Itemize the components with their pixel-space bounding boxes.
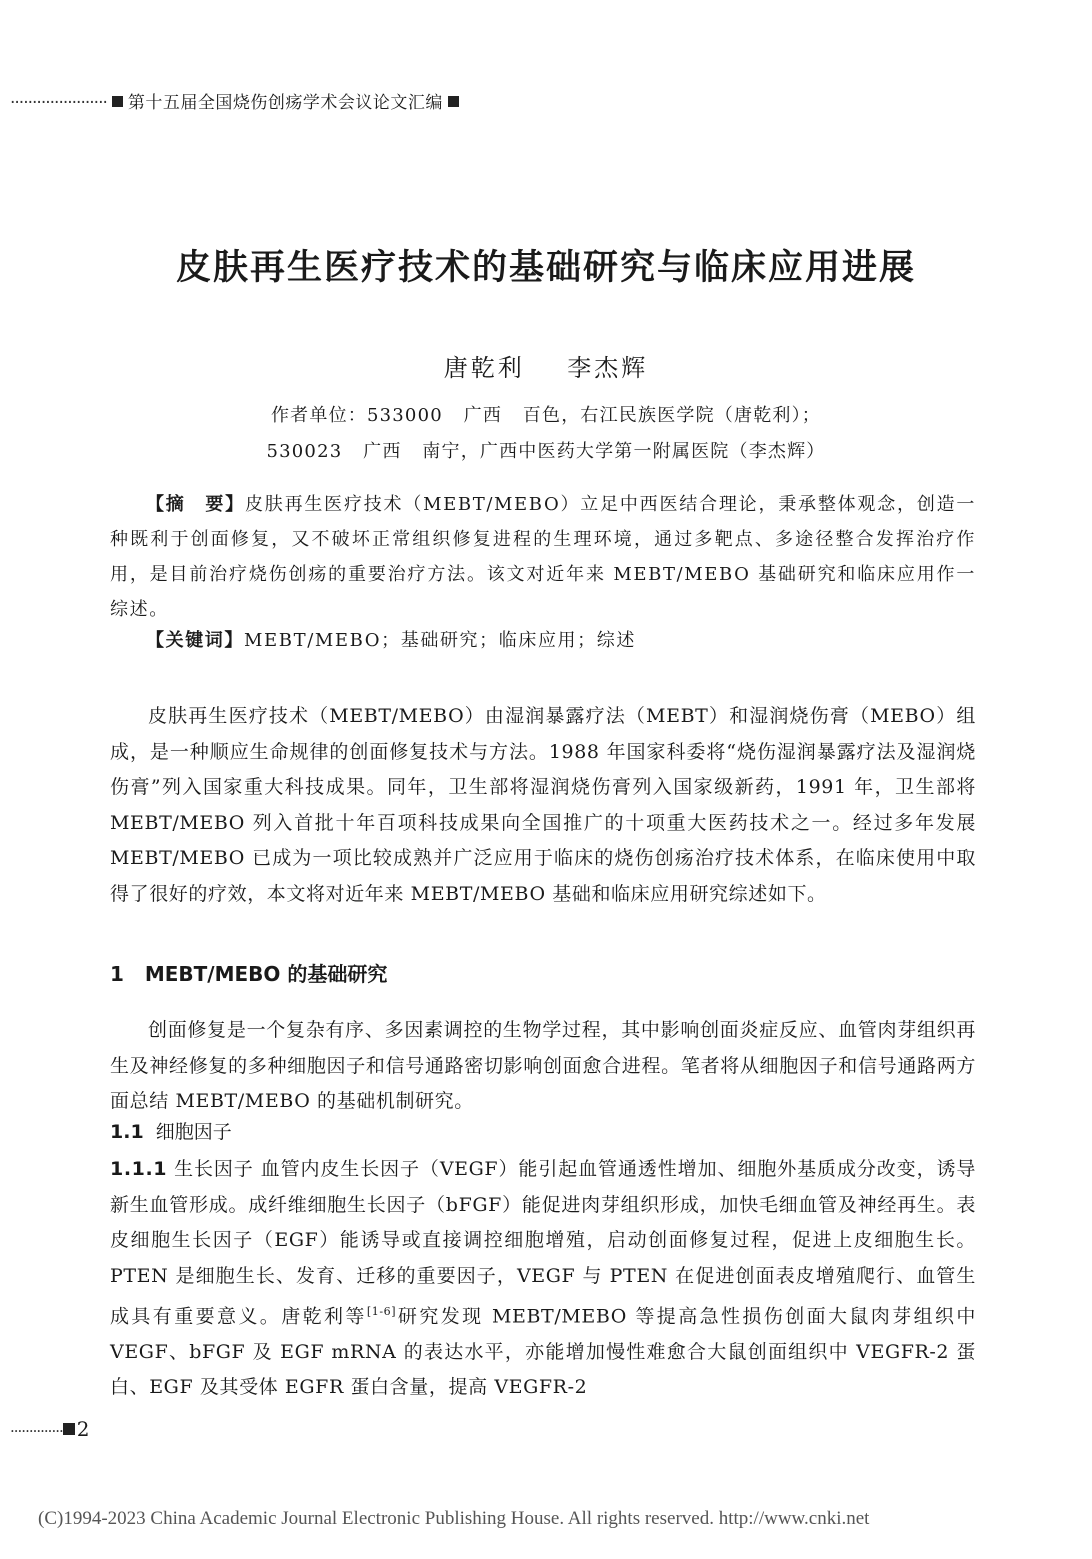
black-square-icon [63, 1423, 75, 1435]
header-text: 第十五届全国烧伤创疡学术会议论文汇编 [127, 93, 443, 113]
subsection-title: 细胞因子 [155, 1121, 232, 1143]
running-header [10, 88, 464, 113]
subsection-number: 1.1 [110, 1121, 144, 1143]
affiliation-line-1: 作者单位：533000 广西 百色，右江民族医学院（唐乾利）； [270, 405, 822, 426]
subsubsection-number: 1.1.1 [110, 1158, 168, 1180]
keywords-text: MEBT/MEBO；基础研究；临床应用；综述 [244, 630, 636, 651]
keywords [110, 626, 976, 656]
section-number: 1 [110, 962, 124, 986]
intro-paragraph: 皮肤再生医疗技术（MEBT/MEBO）由湿润暴露疗法（MEBT）和湿润烧伤膏（MEBO）组成，是一种顺应生命规律的创面修复技术与方法。1988 年国家科委将“烧伤湿润暴露疗法及湿润烧伤膏”列入国家重大科技成果。同年，卫生部将湿润烧伤膏列入国家级新药，1991 年，卫生部将 MEBT/MEBO 列入首批十年百项科技成果向全国推广的十项重大医药技术之一。经过多年发展 MEBT/MEBO 已成为一项比较成熟并广泛应用于临床的烧伤创疡治疗技术体系，在临床使用中取得了很好的疗效，本文将对近年来 MEBT/MEBO 基础和临床应用研究综述如下。 [110, 705, 976, 905]
author-list: 唐乾利 李杰辉 [443, 354, 649, 382]
footer-dots: ·············· [10, 1422, 63, 1440]
subsection-heading-1-1 [110, 1117, 232, 1144]
affiliation-line-2: 530023 广西 南宁，广西中医药大学第一附属医院（李杰辉） [266, 441, 826, 462]
abstract [110, 487, 976, 627]
section-title: MEBT/MEBO 的基础研究 [144, 962, 388, 986]
abstract-label: 【摘 要】 [146, 494, 245, 515]
paragraph-text: 血管内皮生长因子（VEGF）能引起血管通透性增加、细胞外基质成分改变，诱导新生血管形成。成纤维细胞生长因子（bFGF）能促进肉芽组织形成，加快毛细血管及神经再生。表皮细胞生长因子（EGF）能诱导或直接调控细胞增殖，启动创面修复过程，促进上皮细胞生长。PTEN 是细胞生长、发育、迁移的重要因子，VEGF 与 PTEN 在促进创面表皮增殖爬行、血管生成具有重要意义。唐乾利等 [110, 1158, 977, 1328]
keywords-label: 【关键词】 [146, 630, 244, 651]
section-1-paragraph: 创面修复是一个复杂有序、多因素调控的生物学过程，其中影响创面炎症反应、血管肉芽组织再生及神经修复的多种细胞因子和信号通路密切影响创面愈合进程。笔者将从细胞因子和信号通路两方面总结 MEBT/MEBO 的基础机制研究。 [110, 1019, 976, 1112]
black-square-icon [112, 96, 123, 107]
paragraph-text-continued: 研究发现 MEBT/MEBO 等提高急性损伤创面大鼠肉芽组织中 VEGF、bFGF 及 EGF mRNA 的表达水平，亦能增加慢性难愈合大鼠创面组织中 VEGFR-2 蛋白、EGF 及其受体 EGFR 蛋白含量，提高 VEGFR-2 [110, 1305, 977, 1399]
copyright-line: (C)1994-2023 China Academic Journal Electronic Publishing House. All rights reserved. http://www.cnki.net [38, 1508, 870, 1529]
subsubsection-title: 生长因子 [174, 1158, 254, 1180]
page-number: 2 [76, 1417, 90, 1441]
black-square-icon [448, 96, 459, 107]
page-footer [10, 1417, 90, 1441]
abstract-text: 皮肤再生医疗技术（MEBT/MEBO）立足中西医结合理论，秉承整体观念，创造一种既利于创面修复，又不破坏正常组织修复进程的生理环境，通过多靶点、多途径整合发挥治疗作用，是目前治疗烧伤创疡的重要治疗方法。该文对近年来 MEBT/MEBO 基础研究和临床应用作一综述。 [110, 494, 977, 620]
paper-title: 皮肤再生医疗技术的基础研究与临床应用进展 [175, 248, 916, 288]
citation-reference: [1-6] [366, 1305, 397, 1318]
header-dots: ······················ [10, 93, 107, 113]
subsection-1-1-1-paragraph [110, 1152, 976, 1406]
section-heading-1 [110, 958, 387, 987]
